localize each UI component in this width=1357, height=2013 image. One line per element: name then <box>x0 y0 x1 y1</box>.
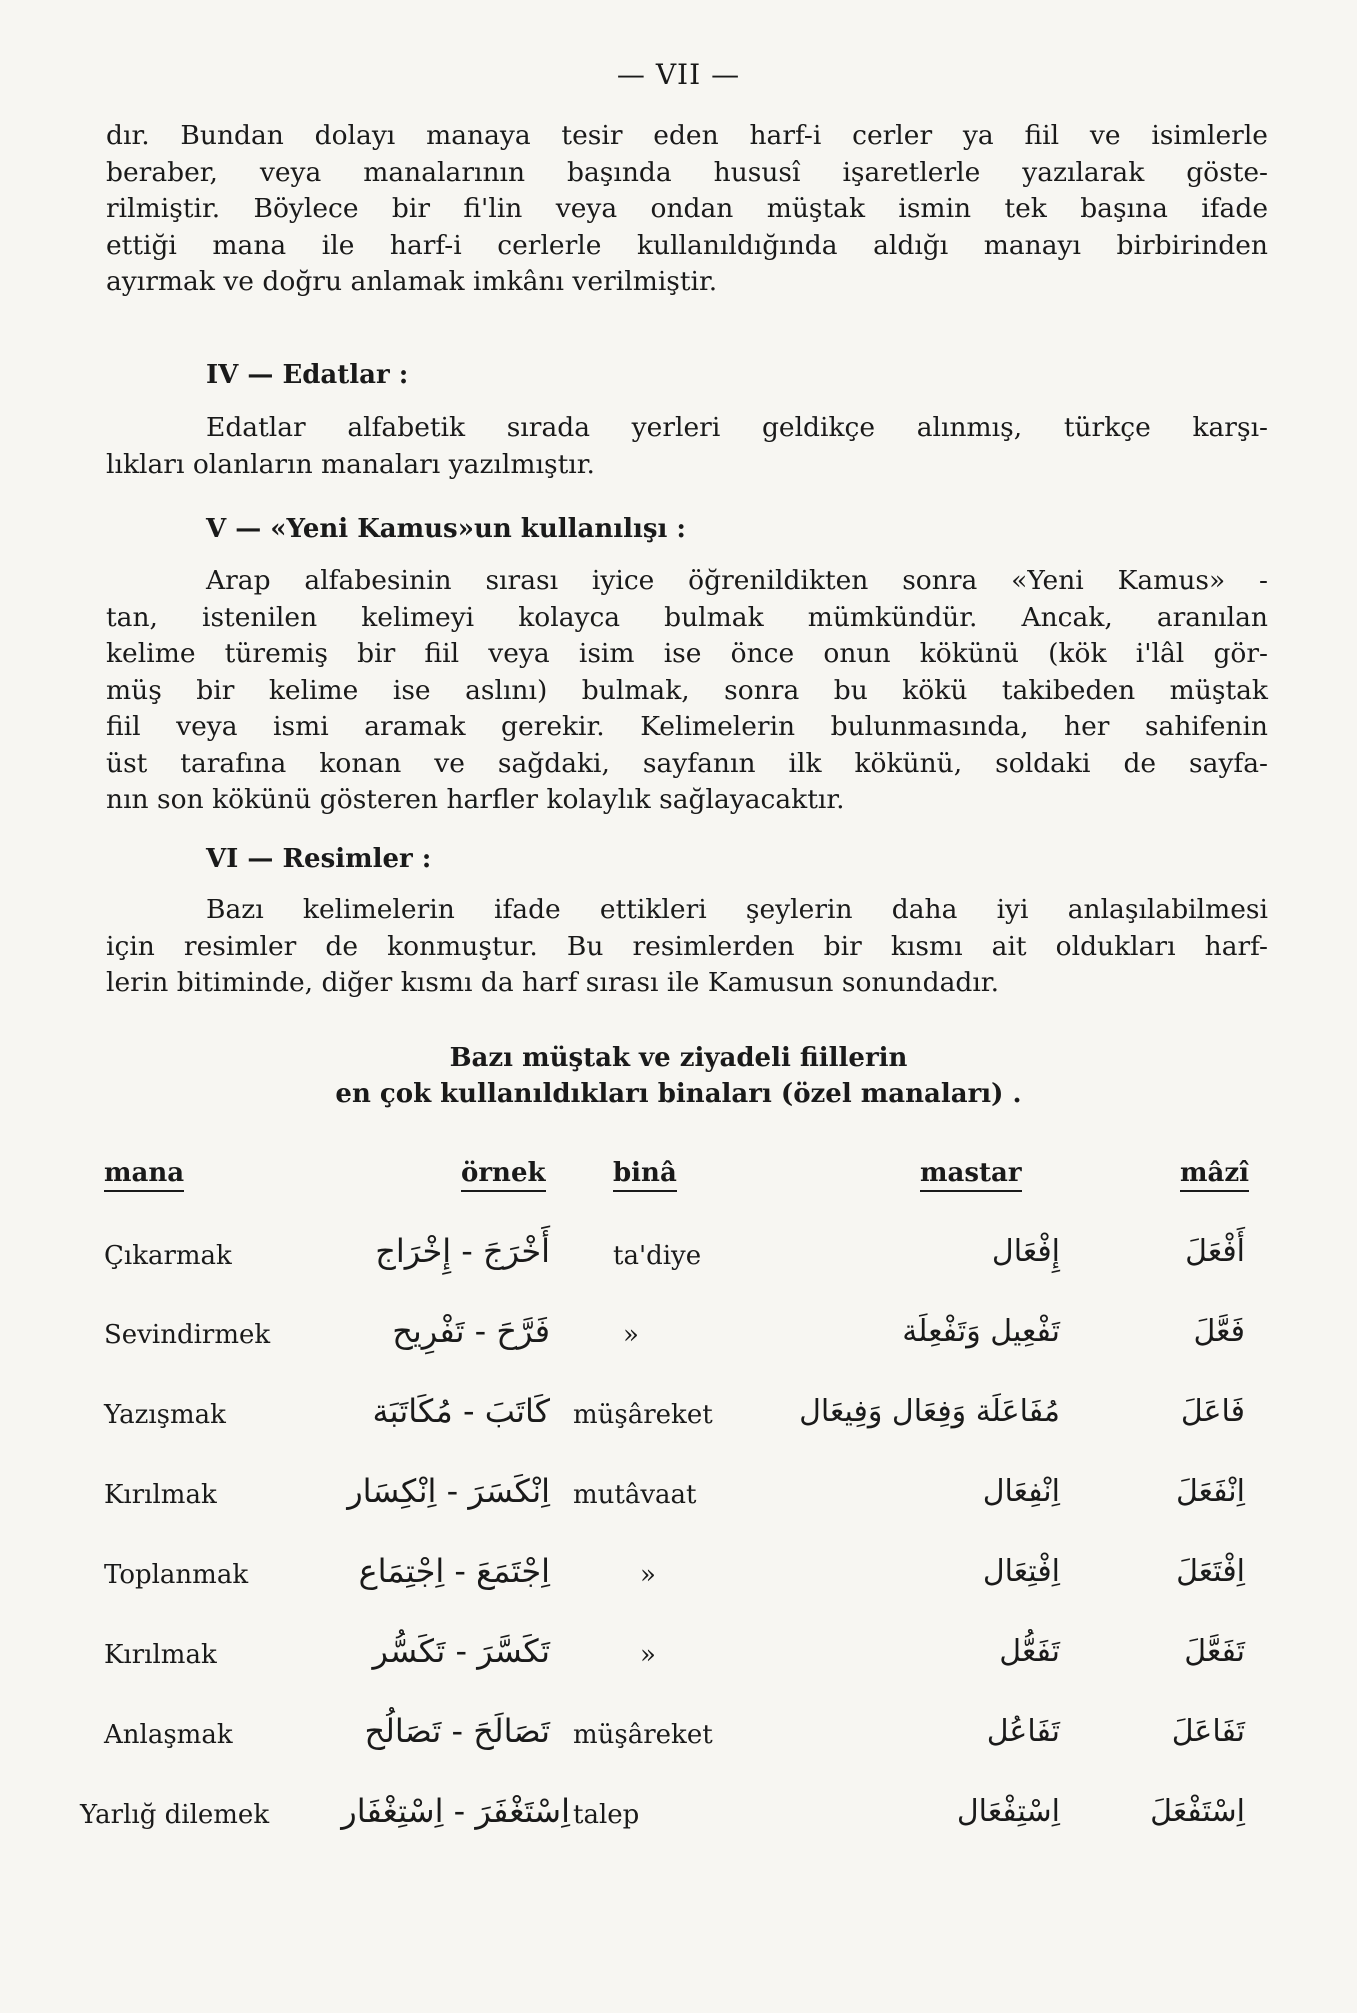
row-mazi: أَفْعَلَ <box>1185 1234 1245 1269</box>
section-heading-resimler: VI — Resimler : <box>206 844 432 874</box>
paragraph-line: rilmiştir. Böylece bir fi'lin veya ondan müştak ismin tek başına ifade <box>106 193 1268 224</box>
row-bina: » <box>640 1640 656 1670</box>
row-mana: Çıkarmak <box>104 1241 232 1271</box>
row-bina: ta'diye <box>613 1241 702 1271</box>
paragraph-line: Arap alfabesinin sırası iyice öğrenildikten sonra «Yeni Kamus» - <box>206 565 1268 596</box>
row-ornek: اِجْتَمَعَ - اِجْتِمَاع <box>358 1552 550 1590</box>
row-mana: Yarlığ dilemek <box>80 1800 270 1830</box>
row-mastar: تَفْعِيل وَتَفْعِلَة <box>902 1314 1060 1349</box>
section-heading-edatlar: IV — Edatlar : <box>206 360 409 390</box>
row-bina: » <box>640 1560 656 1590</box>
intro-paragraph <box>106 118 1268 301</box>
paragraph-line: için resimler de konmuştur. Bu resimlerden bir kısmı ait oldukları harf- <box>106 930 1268 962</box>
row-mazi: تَفَاعَلَ <box>1171 1714 1245 1749</box>
row-bina: mutâvaat <box>573 1480 697 1510</box>
row-mazi: تَفَعَّلَ <box>1184 1634 1245 1669</box>
row-ornek: أَخْرَجَ - إِخْرَاج <box>375 1232 550 1270</box>
row-mazi: اِفْتَعَلَ <box>1176 1554 1245 1589</box>
column-header-mazi: mâzî <box>1180 1158 1249 1192</box>
section-paragraph-kullanilis <box>106 563 1268 819</box>
section-paragraph-resimler <box>106 892 1268 1002</box>
row-bina: müşâreket <box>573 1400 713 1430</box>
row-mazi: اِسْتَفْعَلَ <box>1150 1794 1245 1829</box>
section-heading-kullanilis: V — «Yeni Kamus»un kullanılışı : <box>206 514 687 544</box>
row-mazi: اِنْفَعَلَ <box>1175 1474 1245 1509</box>
row-mana: Yazışmak <box>104 1400 226 1430</box>
row-ornek: تَصَالَحَ - تَصَالُح <box>364 1712 550 1750</box>
paragraph-line: Edatlar alfabetik sırada yerleri geldikçe alınmış, türkçe karşı- <box>206 412 1268 443</box>
section-paragraph-edatlar <box>106 410 1268 483</box>
row-bina: » <box>623 1320 639 1350</box>
paragraph-line: nın son kökünü gösteren harfler kolaylık sağlayacaktır. <box>106 784 845 815</box>
table-title: Bazı müştak ve ziyadeli fiillerin <box>449 1043 908 1073</box>
column-header-ornek: örnek <box>461 1158 546 1192</box>
row-mastar: إِفْعَال <box>991 1234 1060 1269</box>
row-ornek: فَرَّحَ - تَفْرِيح <box>392 1312 550 1350</box>
row-mana: Kırılmak <box>104 1640 217 1670</box>
paragraph-line: lıkları olanların manaları yazılmıştır. <box>106 448 595 480</box>
row-mana: Toplanmak <box>104 1560 249 1590</box>
paragraph-line: dır. Bundan dolayı manaya tesir eden harf-i cerler ya fiil ve isimlerle <box>106 120 1268 151</box>
row-mana: Sevindirmek <box>104 1320 271 1350</box>
column-header-bina: binâ <box>613 1158 677 1192</box>
row-mastar: تَفَاعُل <box>986 1714 1060 1749</box>
row-mazi: فَاعَلَ <box>1180 1394 1245 1429</box>
paragraph-line: kelime türemiş bir fiil veya isim ise önce onun kökünü (kök i'lâl gör- <box>106 638 1268 669</box>
paragraph-line: müş bir kelime ise aslını) bulmak, sonra bu kökü takibeden müştak <box>106 674 1268 706</box>
column-header-mastar: mastar <box>920 1158 1022 1192</box>
row-bina: talep <box>573 1800 640 1830</box>
paragraph-line: Bazı kelimelerin ifade ettikleri şeylerin daha iyi anlaşılabilmesi <box>206 894 1268 925</box>
row-mana: Anlaşmak <box>104 1720 233 1750</box>
paragraph-line: üst tarafına konan ve sağdaki, sayfanın ilk kökünü, soldaki de sayfa- <box>106 747 1268 779</box>
row-ornek: اِسْتَغْفَرَ - اِسْتِغْفَار <box>341 1792 570 1830</box>
row-mazi: فَعَّلَ <box>1193 1314 1245 1349</box>
page-number: — VII — <box>616 58 741 91</box>
column-header-mana: mana <box>104 1158 184 1192</box>
row-ornek: كَاتَبَ - مُكَاتَبَة <box>372 1392 550 1430</box>
row-mana: Kırılmak <box>104 1480 217 1510</box>
paragraph-line: fiil veya ismi aramak gerekir. Kelimelerin bulunmasında, her sahifenin <box>106 711 1268 742</box>
paragraph-line: tan, istenilen kelimeyi kolayca bulmak mümkündür. Ancak, aranılan <box>106 601 1268 633</box>
row-mastar: اِسْتِفْعَال <box>956 1794 1060 1829</box>
table-subtitle: en çok kullanıldıkları binaları (özel manaları) . <box>335 1079 1022 1109</box>
row-mastar: اِفْتِعَال <box>982 1554 1060 1589</box>
paragraph-line: lerin bitiminde, diğer kısmı da harf sırası ile Kamusun sonundadır. <box>106 967 999 998</box>
paragraph-line: beraber, veya manalarının başında hususî işaretlerle yazılarak göste- <box>106 156 1268 188</box>
paragraph-line: ettiği mana ile harf-i cerlerle kullanıldığında aldığı manayı birbirinden <box>106 229 1268 261</box>
row-ornek: اِنْكَسَرَ - اِنْكِسَار <box>347 1472 550 1510</box>
row-ornek: تَكَسَّرَ - تَكَسُّر <box>372 1632 550 1670</box>
row-mastar: اِنْفِعَال <box>982 1474 1060 1509</box>
paragraph-line: ayırmak ve doğru anlamak imkânı verilmiştir. <box>106 266 718 297</box>
row-mastar: مُفَاعَلَة وَفِعَال وَفِيعَال <box>799 1394 1060 1429</box>
row-mastar: تَفَعُّل <box>999 1634 1060 1669</box>
row-bina: müşâreket <box>573 1720 713 1750</box>
